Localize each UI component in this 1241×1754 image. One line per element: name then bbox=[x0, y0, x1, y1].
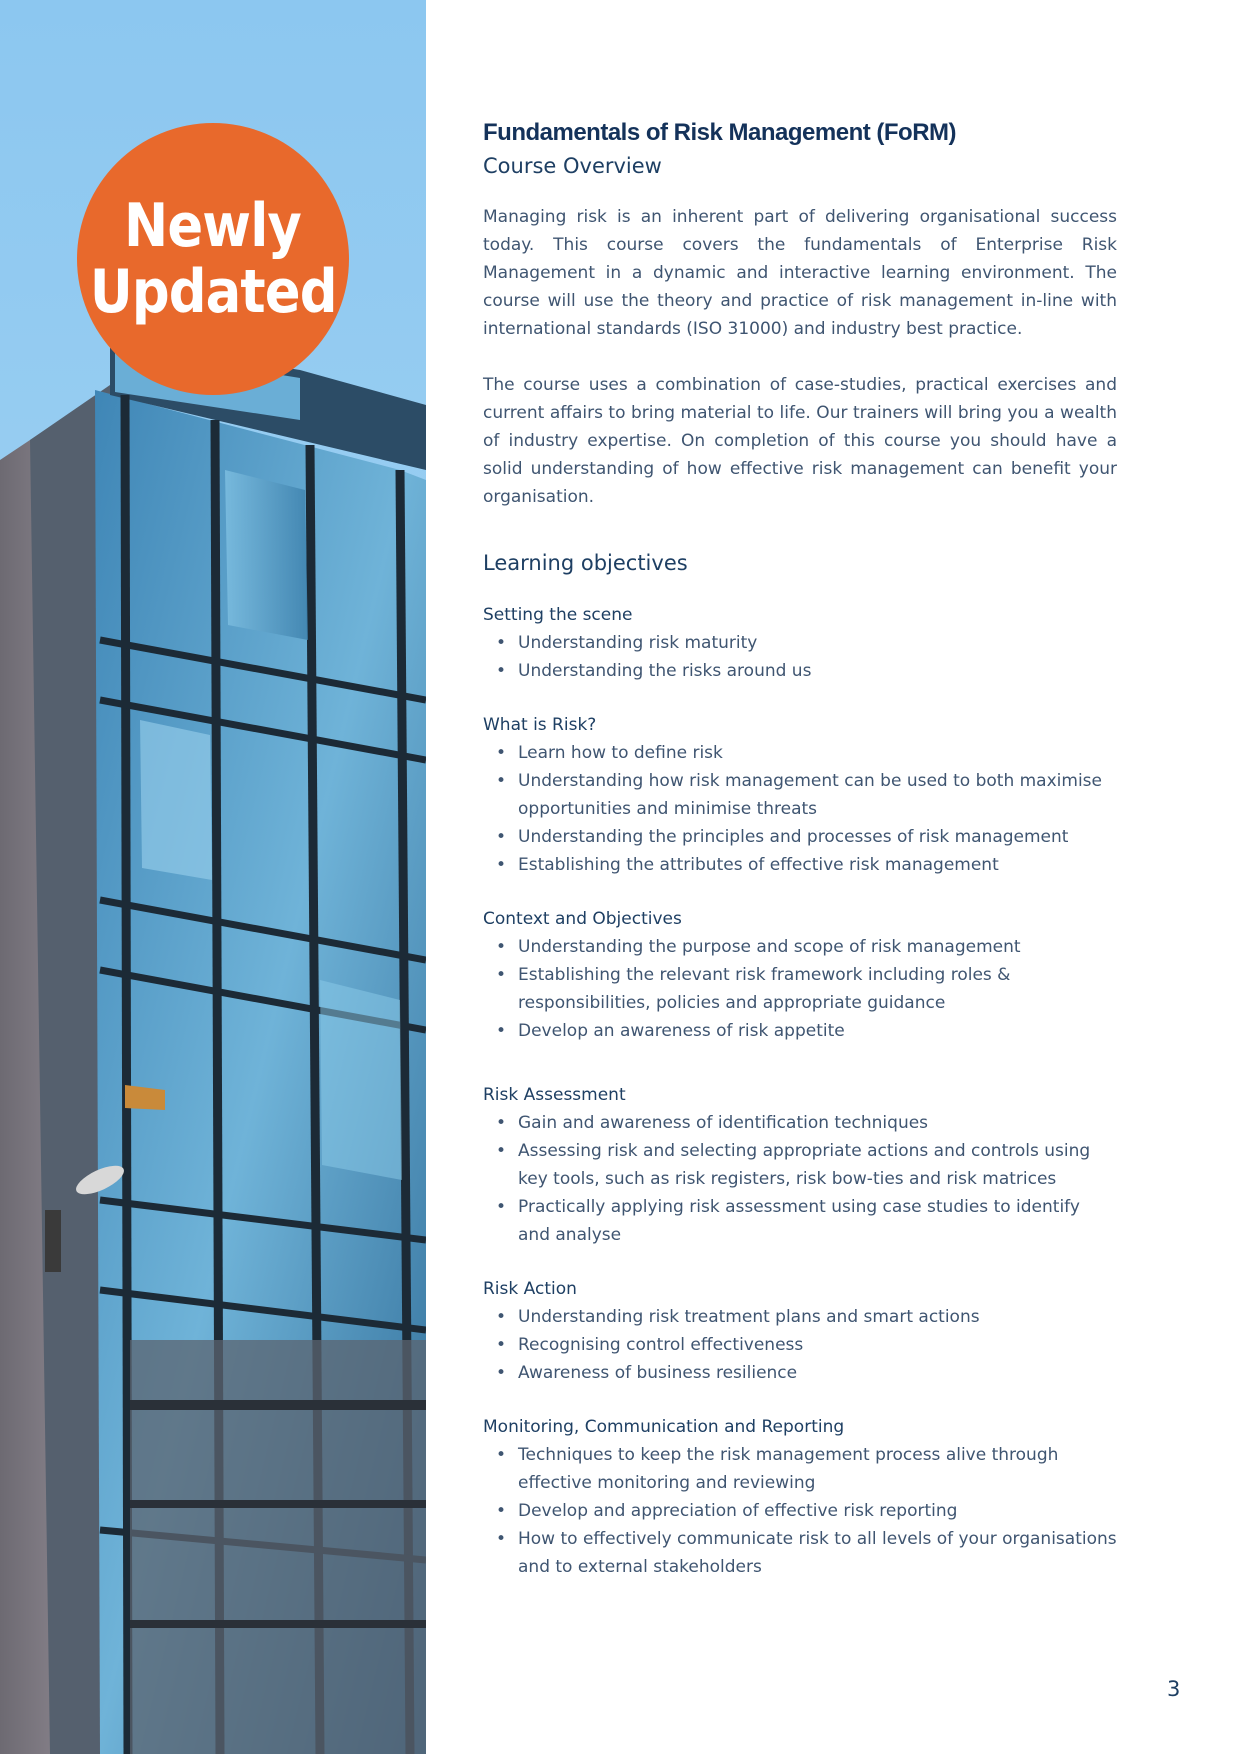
objective-section bbox=[483, 905, 1117, 1045]
list-item: • How to effectively communicate risk to all levels of your organisations and to external stakeholders bbox=[483, 1525, 1117, 1581]
overview-paragraph: The course uses a combination of case-studies, practical exercises and current affairs to bring material to life. Our trainers will bring you a wealth of industry expertise. On completion of this course you should have a solid understanding of how effective risk management can benefit your organisation. bbox=[483, 375, 1117, 507]
badge-line-2: Updated bbox=[89, 257, 337, 327]
objective-section bbox=[483, 1275, 1117, 1387]
objective-section bbox=[483, 601, 1117, 685]
list-item: • Assessing risk and selecting appropriate actions and controls using key tools, such as risk registers, risk bow-ties and risk matrices bbox=[483, 1137, 1117, 1193]
list-item: • Awareness of business resilience bbox=[483, 1359, 1117, 1387]
section-heading: Risk Action bbox=[483, 1279, 577, 1299]
list-item: • Understanding risk treatment plans and smart actions bbox=[483, 1303, 1117, 1331]
list-item: • Gain and awareness of identification techniques bbox=[483, 1109, 1117, 1137]
page-number: 3 bbox=[1167, 1677, 1181, 1701]
list-item: • Establishing the attributes of effective risk management bbox=[483, 851, 1117, 879]
newly-updated-badge bbox=[77, 123, 349, 395]
overview-paragraph: Managing risk is an inherent part of delivering organisational success today. This course covers the fundamentals of Enterprise Risk Management in a dynamic and interactive learning environment. The course will use the theory and practice of risk management in-line with international standards (ISO 31000) and industry best practice. bbox=[483, 207, 1117, 339]
badge-line-1: Newly bbox=[124, 191, 302, 261]
list-item: • Establishing the relevant risk framework including roles & responsibilities, policies and appropriate guidance bbox=[483, 961, 1117, 1017]
objective-list bbox=[483, 1303, 1117, 1387]
list-item: • Understanding risk maturity bbox=[483, 629, 1117, 657]
list-item: • Techniques to keep the risk management process alive through effective monitoring and reviewing bbox=[483, 1441, 1117, 1497]
objective-list bbox=[483, 629, 1117, 685]
list-item: • Develop and appreciation of effective risk reporting bbox=[483, 1497, 1117, 1525]
section-heading: Risk Assessment bbox=[483, 1085, 626, 1105]
course-title: Fundamentals of Risk Management (FoRM) bbox=[483, 119, 957, 146]
list-item: • Understanding the risks around us bbox=[483, 657, 1117, 685]
objective-list bbox=[483, 1109, 1117, 1249]
list-item: • Learn how to define risk bbox=[483, 739, 1117, 767]
building-photo bbox=[0, 0, 426, 1754]
objective-list bbox=[483, 933, 1117, 1045]
list-item: • Develop an awareness of risk appetite bbox=[483, 1017, 1117, 1045]
list-item: • Understanding the principles and processes of risk management bbox=[483, 823, 1117, 851]
course-content bbox=[483, 118, 1117, 1581]
list-item: • Recognising control effectiveness bbox=[483, 1331, 1117, 1359]
section-heading: What is Risk? bbox=[483, 715, 597, 735]
objective-list bbox=[483, 1441, 1117, 1581]
objective-section bbox=[483, 1081, 1117, 1249]
objective-section bbox=[483, 1413, 1117, 1581]
section-heading: Setting the scene bbox=[483, 605, 633, 625]
objective-list bbox=[483, 739, 1117, 879]
learning-objectives-heading: Learning objectives bbox=[483, 551, 688, 575]
list-item: • Understanding the purpose and scope of risk management bbox=[483, 933, 1117, 961]
list-item: • Understanding how risk management can be used to both maximise opportunities and minimise threats bbox=[483, 767, 1117, 823]
list-item: • Practically applying risk assessment using case studies to identify and analyse bbox=[483, 1193, 1117, 1249]
section-heading: Context and Objectives bbox=[483, 909, 682, 929]
section-heading: Monitoring, Communication and Reporting bbox=[483, 1417, 845, 1437]
objective-section bbox=[483, 711, 1117, 879]
course-subtitle: Course Overview bbox=[483, 154, 662, 178]
